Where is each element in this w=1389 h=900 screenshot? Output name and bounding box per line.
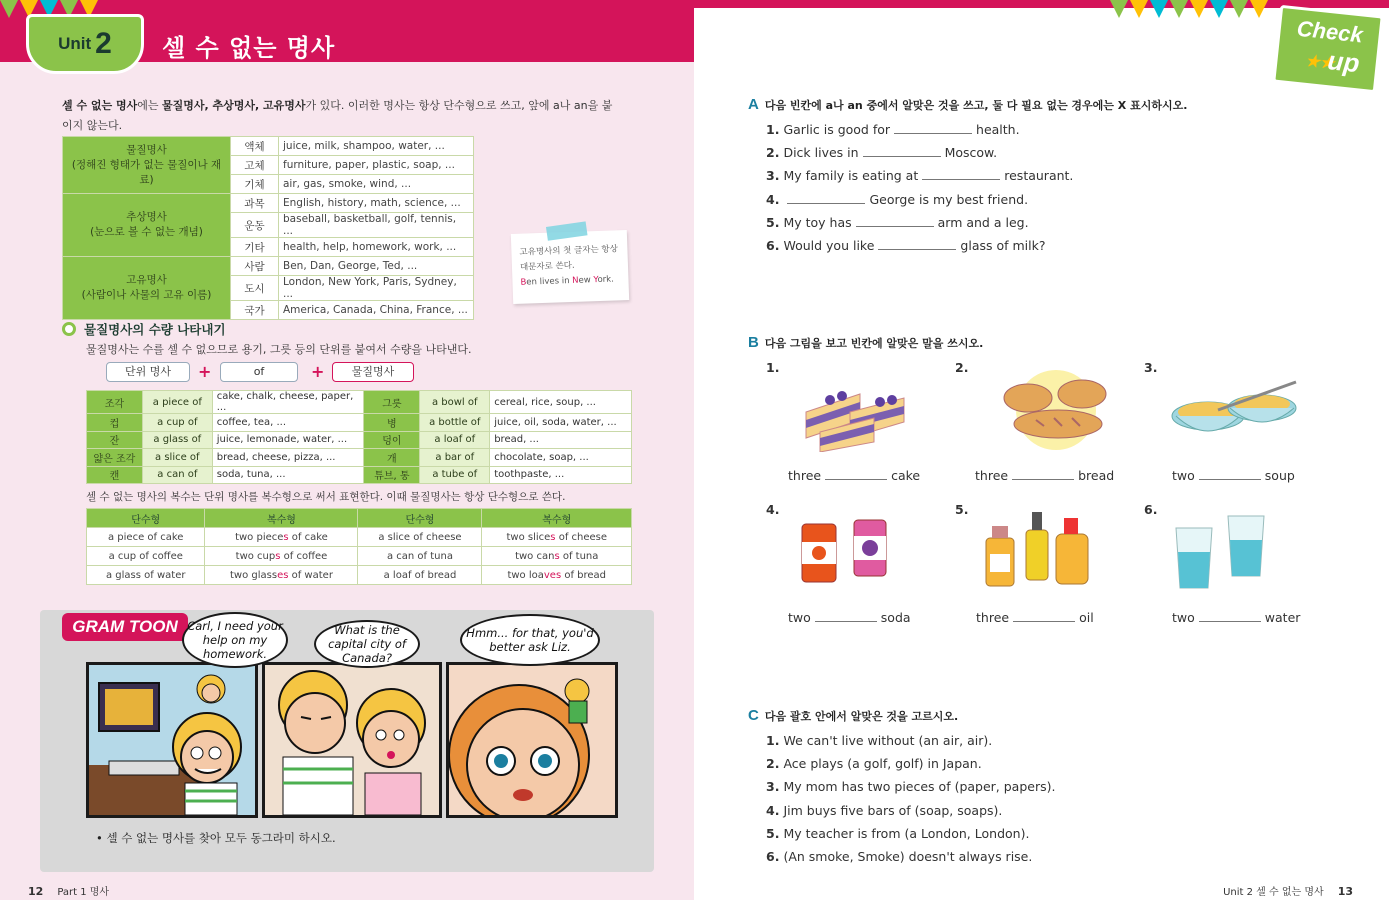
- noun-category: 물질명사 (정해진 형태가 없는 물질이나 재료): [63, 137, 231, 194]
- formula-of: of: [220, 362, 298, 382]
- unit-noun-cell: juice, lemonade, water, ...: [212, 431, 364, 449]
- unit-noun-cell: toothpaste, ...: [490, 466, 632, 484]
- unit-noun-row: [87, 431, 632, 449]
- noun-examples: juice, milk, shampoo, water, ...: [279, 137, 474, 156]
- noun-subcategory: 기체: [231, 175, 279, 194]
- section-a-item: 5. My toy has arm and a leg.: [766, 214, 1029, 230]
- noun-subcategory: 국가: [231, 301, 279, 320]
- noun-examples: health, help, homework, work, ...: [279, 238, 474, 257]
- plural-header-row: [87, 509, 632, 528]
- noun-subcategory: 도시: [231, 276, 279, 301]
- section-a-item: 6. Would you like glass of milk?: [766, 238, 1046, 253]
- unit-noun-cell: 병: [364, 414, 420, 432]
- unit-noun-cell: a tube of: [420, 466, 490, 484]
- section-b-number: 6.: [1144, 502, 1158, 517]
- section-c-item: 3. My mom has two pieces of (paper, papers).: [766, 779, 1056, 795]
- unit-noun-cell: 그릇: [364, 391, 420, 414]
- intro-bold-2: 물질명사, 추상명사, 고유명사: [162, 99, 306, 112]
- unit-noun-cell: a can of: [142, 466, 212, 484]
- unit-noun-cell: a bar of: [420, 449, 490, 467]
- comic-panel-3: [446, 662, 618, 818]
- noun-type-table: [62, 136, 474, 320]
- singular-cell: a piece of cake: [87, 528, 205, 547]
- oil-image: [980, 508, 1092, 588]
- singular-cell: a slice of cheese: [358, 528, 482, 547]
- comic-panel-2: [262, 662, 442, 818]
- noun-subcategory: 운동: [231, 213, 279, 238]
- comic-illustration-2: [265, 665, 439, 815]
- noun-category: 추상명사 (눈으로 볼 수 없는 개념): [63, 194, 231, 257]
- soup-image: [1168, 376, 1302, 448]
- noun-examples: Ben, Dan, George, Ted, ...: [279, 257, 474, 276]
- unit-noun-cell: a bowl of: [420, 391, 490, 414]
- speech-bubble-2: What is the capital city of Canada?: [314, 620, 420, 668]
- noun-examples: America, Canada, China, France, ...: [279, 301, 474, 320]
- noun-category: 고유명사 (사람이나 사물의 고유 이름): [63, 257, 231, 320]
- noun-table-row: [63, 194, 474, 213]
- page-number-right: 13: [1337, 885, 1353, 898]
- answer-blank[interactable]: [1199, 621, 1261, 622]
- answer-blank[interactable]: [1013, 621, 1075, 622]
- section-c-heading: [748, 707, 958, 724]
- unit-noun-cell: a glass of: [142, 431, 212, 449]
- section-c-item: 5. My teacher is from (a London, London).: [766, 825, 1030, 841]
- unit-badge: [26, 14, 144, 74]
- plural-header-cell: 단수형: [358, 509, 482, 528]
- plus-sign: +: [311, 362, 325, 381]
- unit-noun-cell: a loaf of: [420, 431, 490, 449]
- bread-image: [1000, 368, 1112, 452]
- quantity-heading: 물질명사의 수량 나타내기: [62, 320, 226, 338]
- section-b-number: 1.: [766, 360, 780, 375]
- section-b-item: three bread: [975, 468, 1115, 483]
- noun-subcategory: 사람: [231, 257, 279, 276]
- plural-row: [87, 566, 632, 585]
- section-a-heading: [748, 96, 1187, 113]
- check-up-badge: [1272, 5, 1384, 93]
- plural-header-cell: 단수형: [87, 509, 205, 528]
- footer-right: [1223, 883, 1353, 898]
- section-a-item: 4. George is my best friend.: [766, 191, 1029, 207]
- plural-cell: two cans of tuna: [482, 547, 632, 566]
- water-image: [1172, 512, 1268, 592]
- unit-noun-cell: 얇은 조각: [87, 449, 143, 467]
- up-word: up: [1326, 45, 1362, 79]
- singular-cell: a glass of water: [87, 566, 205, 585]
- section-c-instruction: 다음 괄호 안에서 알맞은 것을 고르시오.: [764, 710, 959, 723]
- note-example: Ben lives in New York.: [520, 274, 615, 288]
- noun-examples: London, New York, Paris, Sydney, ...: [279, 276, 474, 301]
- unit-noun-cell: a piece of: [142, 391, 212, 414]
- section-b-item: two water: [1172, 610, 1301, 625]
- answer-blank[interactable]: [1012, 479, 1074, 480]
- quantity-description: 물질명사는 수를 셀 수 없으므로 용기, 그릇 등의 단위를 붙여서 수량을 나타낸다.: [86, 343, 472, 356]
- unit-noun-row: [87, 414, 632, 432]
- unit-noun-cell: 덩이: [364, 431, 420, 449]
- unit-noun-cell: a bottle of: [420, 414, 490, 432]
- answer-blank[interactable]: [815, 621, 877, 622]
- section-a-letter: A: [748, 96, 759, 113]
- intro-text-1: 에는: [137, 99, 162, 112]
- comic-task: • 셀 수 없는 명사를 찾아 모두 동그라미 하시오.: [96, 831, 336, 845]
- plural-row: [87, 547, 632, 566]
- section-c-item: 2. Ace plays (a golf, golf) in Japan.: [766, 756, 982, 772]
- noun-subcategory: 기타: [231, 238, 279, 257]
- plural-cell: two loaves of bread: [482, 566, 632, 585]
- section-c-item: 6. (An smoke, Smoke) doesn't always rise.: [766, 849, 1033, 864]
- noun-table-row: [63, 257, 474, 276]
- section-c-item: 4. Jim buys five bars of (soap, soaps).: [766, 802, 1003, 818]
- gram-toon-label: GRAM TOON: [62, 613, 188, 641]
- singular-cell: a loaf of bread: [358, 566, 482, 585]
- section-b-letter: B: [748, 334, 759, 351]
- noun-examples: English, history, math, science, ...: [279, 194, 474, 213]
- plural-cell: two cups of coffee: [205, 547, 358, 566]
- answer-blank[interactable]: [1199, 479, 1261, 480]
- unit-noun-cell: coffee, tea, ...: [212, 414, 364, 432]
- noun-examples: furniture, paper, plastic, soap, ...: [279, 156, 474, 175]
- intro-text-2: 가 있다. 이러한 명사는 항상 단수형으로 쓰고, 앞에 a나 an을 붙이지 않는다.: [62, 99, 613, 132]
- unit-noun-cell: 조각: [87, 391, 143, 414]
- formula-material-noun: 물질명사: [332, 362, 414, 382]
- unit-noun-cell: 컵: [87, 414, 143, 432]
- comic-illustration-1: [89, 665, 255, 815]
- speech-bubble-3: Hmm... for that, you'd better ask Liz.: [460, 614, 600, 666]
- unit-noun-cell: juice, oil, soda, water, ...: [490, 414, 632, 432]
- section-a-item: 3. My family is eating at restaurant.: [766, 168, 1074, 184]
- footer-left: [28, 883, 109, 898]
- star-icon: ★★: [1304, 52, 1336, 73]
- plural-header-cell: 복수형: [205, 509, 358, 528]
- plus-sign: +: [198, 362, 212, 381]
- soda-image: [798, 516, 890, 586]
- page-number-left: 12: [28, 885, 44, 898]
- section-b-item: three oil: [976, 610, 1094, 625]
- plural-row: [87, 528, 632, 547]
- answer-blank[interactable]: [878, 249, 956, 250]
- answer-blank[interactable]: [863, 156, 941, 157]
- plural-cell: two slices of cheese: [482, 528, 632, 547]
- plural-table: [86, 508, 632, 585]
- singular-cell: a can of tuna: [358, 547, 482, 566]
- bullet-icon: [62, 322, 76, 336]
- noun-subcategory: 액체: [231, 137, 279, 156]
- footer-left-label: Part 1 명사: [57, 887, 110, 898]
- unit-noun-cell: soda, tuna, ...: [212, 466, 364, 484]
- singular-cell: a cup of coffee: [87, 547, 205, 566]
- answer-blank[interactable]: [894, 133, 972, 134]
- unit-noun-row: [87, 391, 632, 414]
- noun-subcategory: 과목: [231, 194, 279, 213]
- answer-blank[interactable]: [825, 479, 887, 480]
- check-word: Check: [1295, 15, 1365, 48]
- unit-number: 2: [95, 27, 112, 60]
- unit-noun-cell: 개: [364, 449, 420, 467]
- unit-noun-cell: 튜브, 통: [364, 466, 420, 484]
- formula-unit-noun: 단위 명사: [106, 362, 190, 382]
- section-a-instruction: 다음 빈칸에 a나 an 중에서 알맞은 것을 쓰고, 둘 다 필요 없는 경우에는 X 표시하시오.: [764, 99, 1188, 112]
- sticky-note: [511, 230, 629, 304]
- note-line-1: 고유명사의 첫 글자는 항상: [519, 244, 619, 258]
- unit-noun-cell: chocolate, soap, ...: [490, 449, 632, 467]
- section-b-instruction: 다음 그림을 보고 빈칸에 알맞은 말을 쓰시오.: [764, 337, 984, 350]
- section-b-item: three cake: [788, 468, 921, 483]
- page-title: 셀 수 없는 명사: [162, 34, 336, 62]
- section-b-number: 5.: [955, 502, 969, 517]
- section-c-item: 1. We can't live without (an air, air).: [766, 733, 993, 748]
- section-a-item: 1. Garlic is good for health.: [766, 122, 1020, 137]
- section-b-item: two soup: [1172, 468, 1295, 483]
- unit-noun-table: [86, 390, 632, 484]
- answer-blank[interactable]: [856, 226, 934, 227]
- footer-right-label: Unit 2 셀 수 없는 명사: [1223, 887, 1324, 898]
- noun-examples: baseball, basketball, golf, tennis, ...: [279, 213, 474, 238]
- unit-noun-cell: a slice of: [142, 449, 212, 467]
- unit-noun-cell: 잔: [87, 431, 143, 449]
- noun-table-row: [63, 137, 474, 156]
- unit-noun-row: [87, 466, 632, 484]
- unit-noun-cell: bread, ...: [490, 431, 632, 449]
- unit-noun-cell: bread, cheese, pizza, ...: [212, 449, 364, 467]
- noun-subcategory: 고체: [231, 156, 279, 175]
- section-b-heading: [748, 334, 983, 351]
- unit-noun-cell: cereal, rice, soup, ...: [490, 391, 632, 414]
- intro-text: [62, 96, 622, 136]
- unit-noun-cell: cake, chalk, cheese, paper, ...: [212, 391, 364, 414]
- plural-cell: two pieces of cake: [205, 528, 358, 547]
- answer-blank[interactable]: [787, 203, 865, 204]
- comic-illustration-3: [449, 665, 615, 815]
- plural-header-cell: 복수형: [482, 509, 632, 528]
- answer-blank[interactable]: [922, 179, 1000, 180]
- comic-panel-1: [86, 662, 258, 818]
- bunting-right: [1110, 0, 1270, 20]
- intro-bold-1: 셀 수 없는 명사: [62, 99, 138, 112]
- noun-examples: air, gas, smoke, wind, ...: [279, 175, 474, 194]
- cake-image: [800, 376, 910, 452]
- section-c-letter: C: [748, 707, 759, 724]
- unit-word: Unit: [58, 34, 92, 53]
- section-b-item: two soda: [788, 610, 911, 625]
- plural-description: 셀 수 없는 명사의 복수는 단위 명사를 복수형으로 써서 표현한다. 이때 물질명사는 항상 단수형으로 쓴다.: [86, 491, 566, 503]
- unit-noun-cell: a cup of: [142, 414, 212, 432]
- note-line-2: 대문자로 쓴다.: [519, 260, 575, 273]
- section-b-number: 3.: [1144, 360, 1158, 375]
- section-a-item: 2. Dick lives in Moscow.: [766, 145, 998, 161]
- section-b-number: 4.: [766, 502, 780, 517]
- section-b-number: 2.: [955, 360, 969, 375]
- speech-bubble-1: Carl, I need your help on my homework.: [182, 612, 288, 668]
- unit-noun-cell: 캔: [87, 466, 143, 484]
- unit-noun-row: [87, 449, 632, 467]
- plural-cell: two glasses of water: [205, 566, 358, 585]
